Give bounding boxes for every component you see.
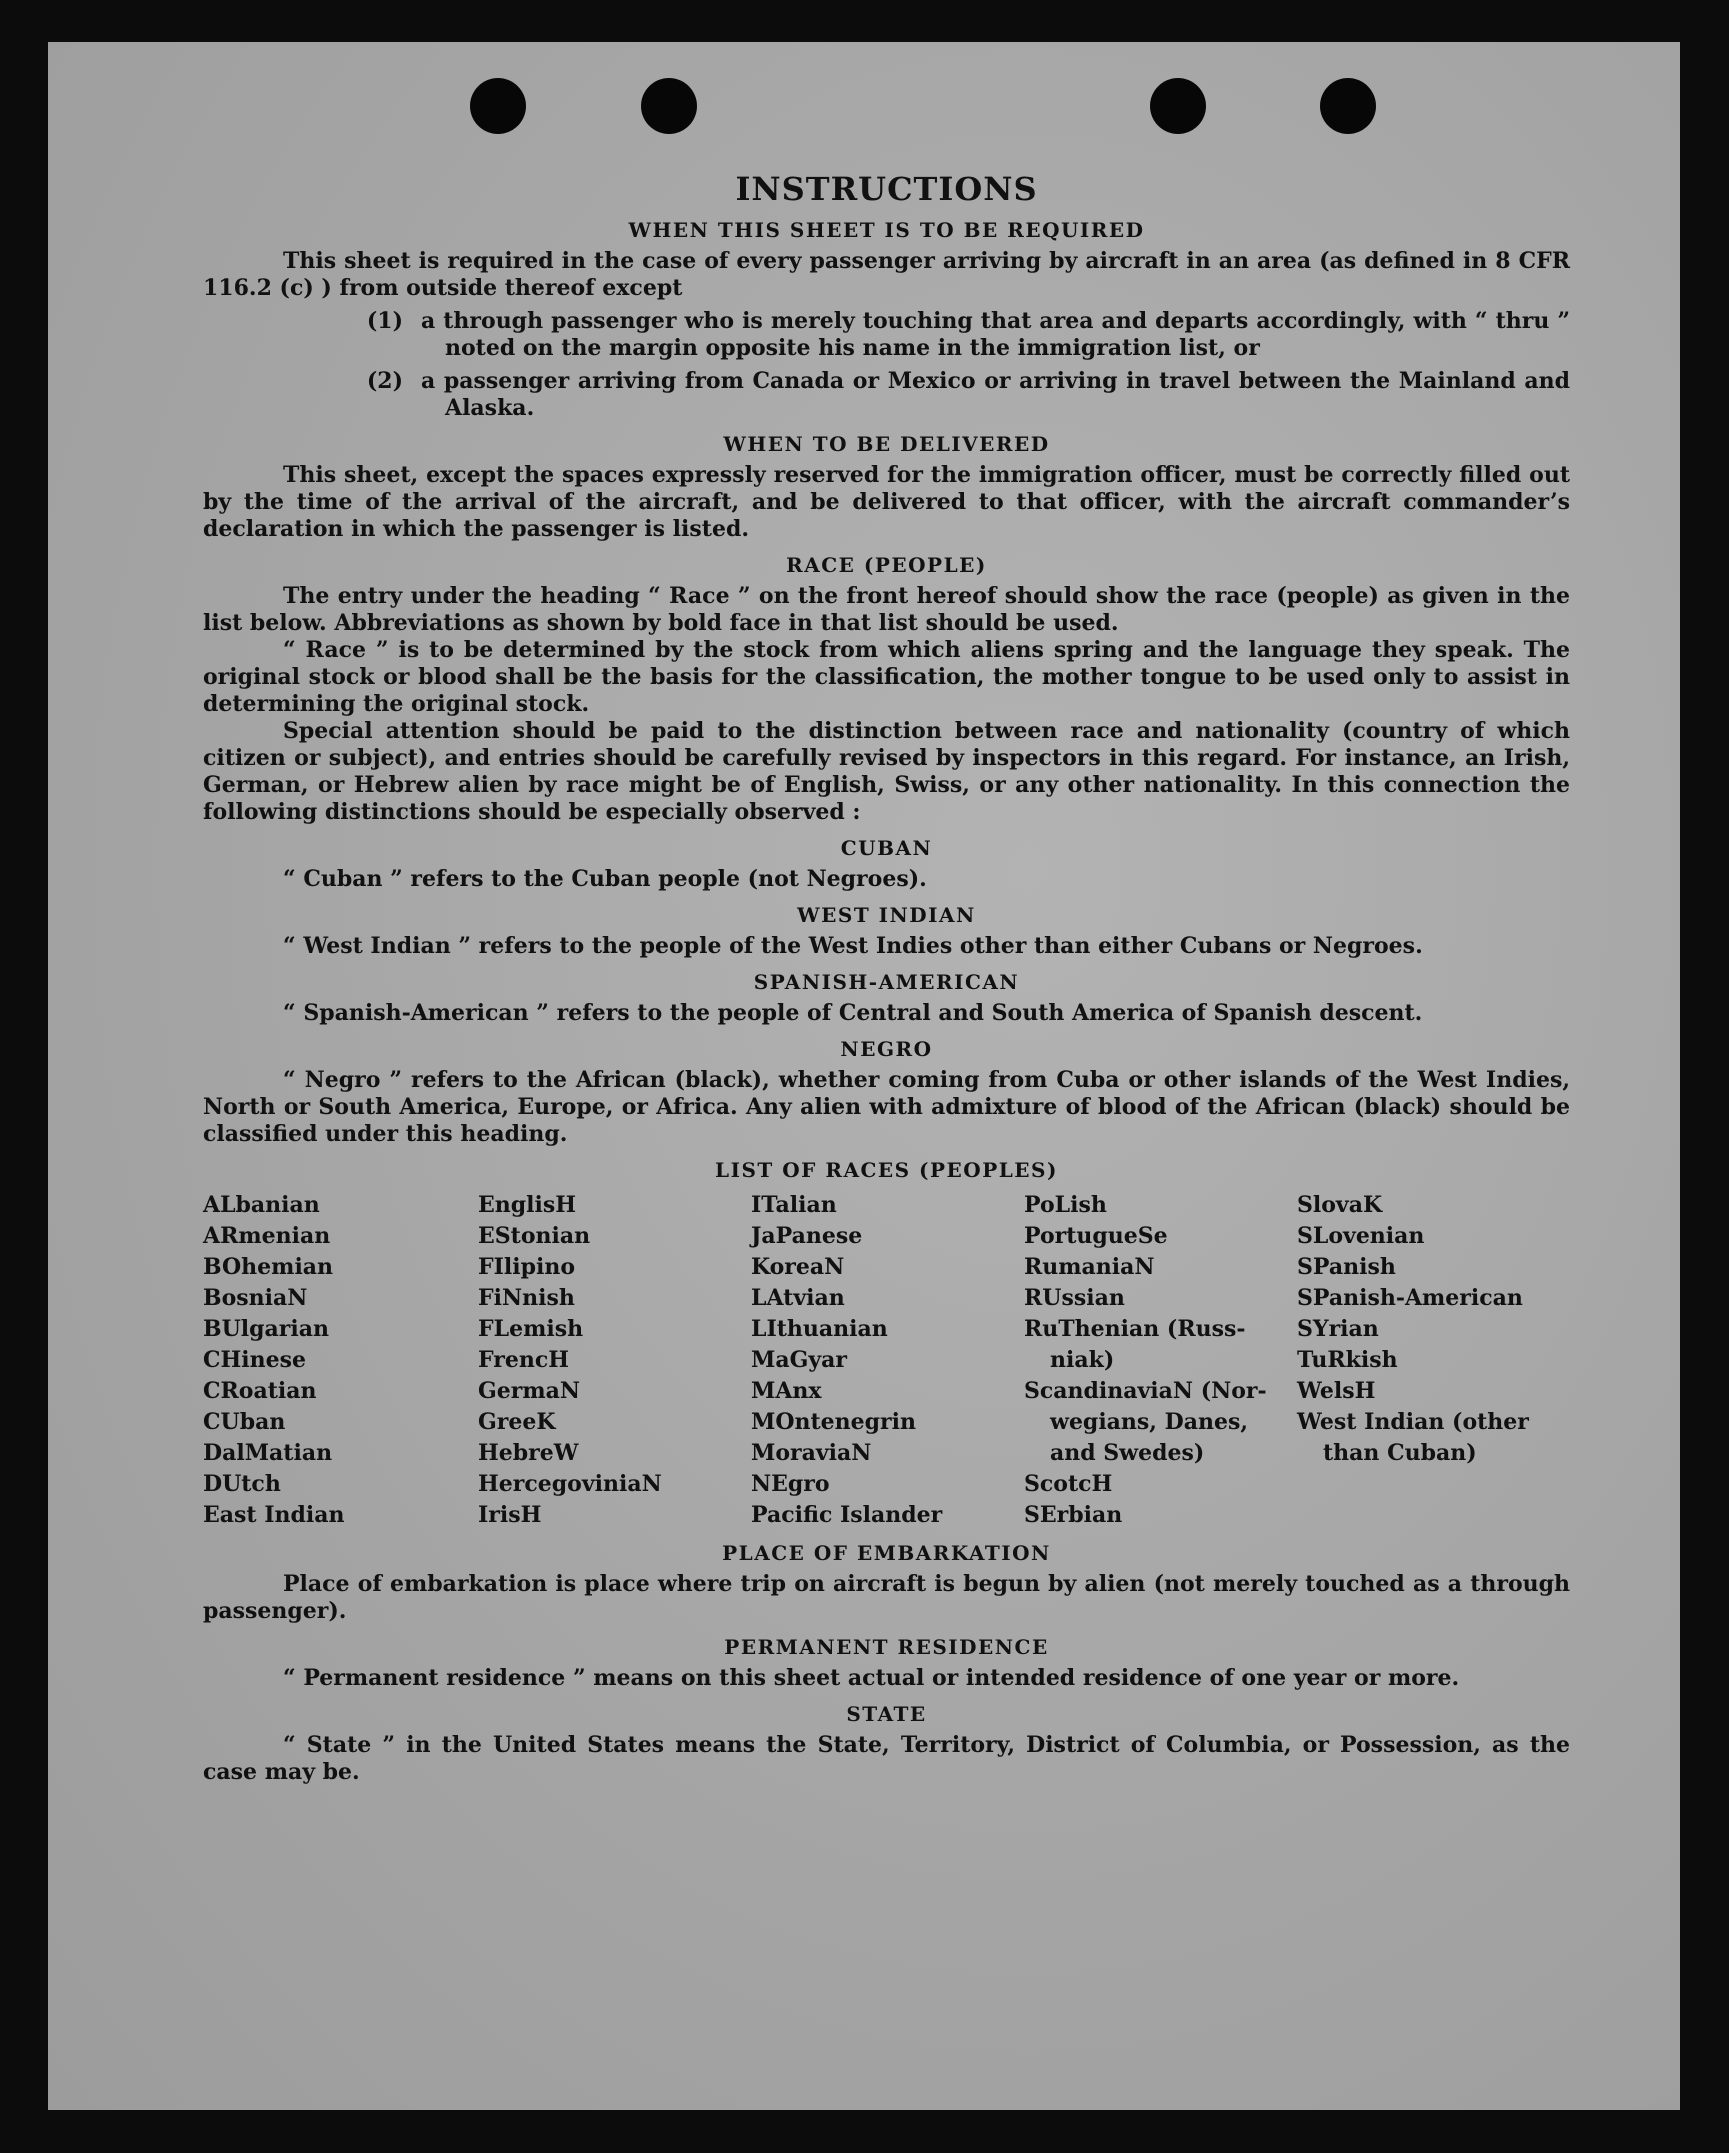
exception-text: a passenger arriving from Canada or Mexico or arriving in travel between the Mainland and Alaska. [421,368,1570,421]
exception-item [203,308,1570,362]
race-entry: LIthuanian [751,1316,888,1342]
race-entry: ScandinaviaN (Nor- [1024,1378,1267,1404]
when-delivered-text: This sheet, except the spaces expressly reserved for the immigration officer, must be correctly filled out by the time of the arrival of the aircraft, and be delivered to that officer, with the aircraft commander’s declaration in which the passenger is listed. [203,462,1570,542]
race-entry: FrencH [478,1347,569,1373]
race-entry: JaPanese [751,1223,863,1249]
race-entry: FIlipino [478,1254,576,1280]
section-heading-state: STATE [846,1702,927,1726]
negro-text: “ Negro ” refers to the African (black), whether coming from Cuba or other islands of the West Indies, North or South America, Europe, or Africa. Any alien with admixture of blood of the African (black) should be classified under this heading. [203,1067,1570,1147]
race-entry: East Indian [203,1502,345,1528]
section-heading-cuban: CUBAN [840,836,933,860]
race-entry: SErbian [1024,1502,1123,1528]
race-entry: wegians, Danes, [1050,1409,1248,1435]
exception-item [203,368,1570,422]
when-required-intro: This sheet is required in the case of every passenger arriving by aircraft in an area (as defined in 8 CFR 116.2 (c) ) from outside thereof except [203,248,1570,301]
race-entry: SPanish-American [1297,1285,1523,1311]
race-entry: PortugueSe [1024,1223,1168,1249]
section-heading-negro: NEGRO [840,1037,933,1061]
section-heading-spanish-american: SPANISH-AMERICAN [753,970,1020,994]
race-paragraph: The entry under the heading “ Race ” on the front hereof should show the race (people) as given in the list below. Abbreviations as shown by bold face in that list should be used. [203,583,1570,636]
race-entry: BosniaN [203,1285,308,1311]
race-entry: HebreW [478,1440,579,1466]
race-entry: LAtvian [751,1285,845,1311]
race-entry: SlovaK [1297,1192,1383,1218]
race-entry: MoraviaN [751,1440,872,1466]
page-title: INSTRUCTIONS [735,170,1038,208]
race-entry: EStonian [478,1223,591,1249]
race-entry: ScotcH [1024,1471,1113,1497]
race-entry: SYrian [1297,1316,1379,1342]
residence-text: “ Permanent residence ” means on this sheet actual or intended residence of one year or more. [283,1665,1460,1691]
west-indian-text: “ West Indian ” refers to the people of the West Indies other than either Cubans or Negroes. [283,933,1423,959]
race-entry: West Indian (other [1297,1409,1529,1435]
races-column [1297,1190,1570,1531]
section-heading-residence: PERMANENT RESIDENCE [724,1635,1049,1659]
race-entry: ARmenian [203,1223,331,1249]
race-entry: DalMatian [203,1440,333,1466]
punch-hole [1150,78,1206,134]
exception-number: (1) [366,308,403,334]
race-entry: GermaN [478,1378,581,1404]
race-entry: ITalian [751,1192,837,1218]
punch-hole [641,78,697,134]
section-heading-west-indian: WEST INDIAN [797,903,976,927]
race-entry: GreeK [478,1409,556,1435]
exception-number: (2) [366,368,403,394]
cuban-text: “ Cuban ” refers to the Cuban people (not Negroes). [283,866,927,892]
race-entry: MaGyar [751,1347,848,1373]
race-entry: PoLish [1024,1192,1107,1218]
section-heading-when-delivered: WHEN TO BE DELIVERED [723,432,1050,456]
races-column [751,1190,1024,1531]
race-entry: CRoatian [203,1378,317,1404]
instructions-content [203,170,1570,1786]
exception-text: a through passenger who is merely touching that area and departs accordingly, with “ thru ” noted on the margin opposite his name in the immigration list, or [421,308,1570,361]
punch-hole [1320,78,1376,134]
race-entry: IrisH [478,1502,542,1528]
race-entry: KoreaN [751,1254,845,1280]
race-entry: SLovenian [1297,1223,1425,1249]
race-paragraph: Special attention should be paid to the distinction between race and nationality (country of which citizen or subject), and entries should be carefully revised by inspectors in this regard. For instance, an Irish, German, or Hebrew alien by race might be of English, Swiss, or any other nationality. In this connection the following distinctions should be especially observed : [203,718,1570,825]
race-entry: WelsH [1297,1378,1376,1404]
punch-hole [470,78,526,134]
race-entry: RumaniaN [1024,1254,1155,1280]
race-entry: RUssian [1024,1285,1125,1311]
race-entry: FLemish [478,1316,584,1342]
race-entry: CHinese [203,1347,307,1373]
race-entry: EnglisH [478,1192,577,1218]
race-entry: SPanish [1297,1254,1396,1280]
state-text: “ State ” in the United States means the State, Territory, District of Columbia, or Possession, as the case may be. [203,1732,1570,1785]
document-sheet [48,42,1680,2110]
race-entry: MOntenegrin [751,1409,916,1435]
race-entry: and Swedes) [1050,1440,1205,1466]
race-entry: CUban [203,1409,286,1435]
race-entry: MAnx [751,1378,822,1404]
race-entry: niak) [1050,1347,1115,1373]
race-entry: FiNnish [478,1285,575,1311]
race-entry: NEgro [751,1471,830,1497]
races-column [203,1190,478,1531]
race-entry: BOhemian [203,1254,334,1280]
section-heading-embarkation: PLACE OF EMBARKATION [722,1541,1051,1565]
race-entry: DUtch [203,1471,281,1497]
race-entry: HercegoviniaN [478,1471,662,1497]
race-entry: Pacific Islander [751,1502,943,1528]
race-paragraph: “ Race ” is to be determined by the stock from which aliens spring and the language they speak. The original stock or blood shall be the basis for the classification, the mother tongue to be used only to assist in determining the original stock. [203,637,1570,717]
embarkation-text: Place of embarkation is place where trip on aircraft is begun by alien (not merely touched as a through passenger). [203,1571,1570,1624]
races-list [203,1190,1570,1531]
race-entry: RuThenian (Russ- [1024,1316,1246,1342]
races-column [1024,1190,1297,1531]
section-heading-when-required: WHEN THIS SHEET IS TO BE REQUIRED [628,218,1145,242]
section-heading-race: RACE (PEOPLE) [786,553,987,577]
race-entry: TuRkish [1297,1347,1398,1373]
race-entry: ALbanian [203,1192,320,1218]
race-entry: BUlgarian [203,1316,329,1342]
section-heading-list-of-races: LIST OF RACES (PEOPLES) [715,1158,1058,1182]
race-entry: than Cuban) [1323,1440,1477,1466]
spanish-american-text: “ Spanish-American ” refers to the people of Central and South America of Spanish descent. [283,1000,1423,1026]
races-column [478,1190,751,1531]
